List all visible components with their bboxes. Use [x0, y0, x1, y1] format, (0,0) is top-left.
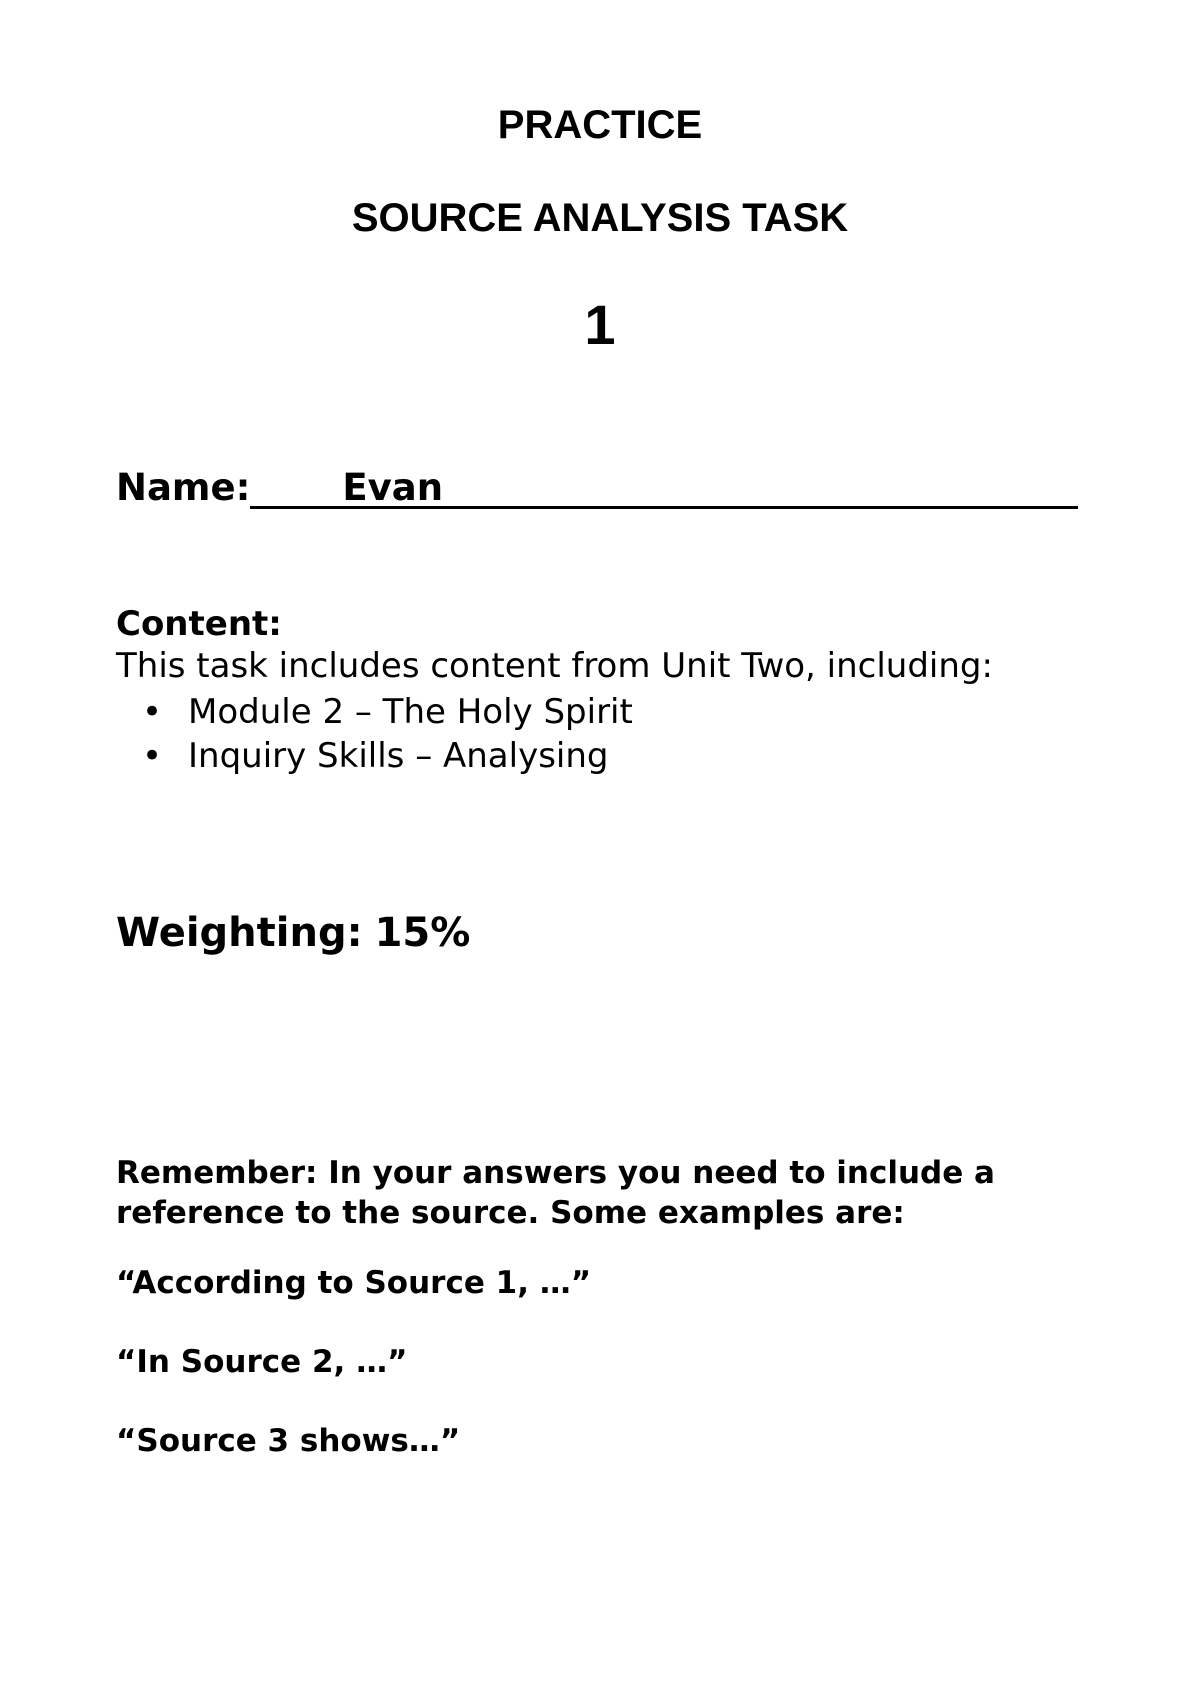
- weighting: [116, 910, 470, 956]
- name-label: Name:: [116, 466, 251, 509]
- example-quote: “In Source 2, …”: [116, 1344, 408, 1380]
- reminder-text: Remember: In your answers you need to include a reference to the source. Some examples are:: [116, 1155, 995, 1231]
- content-intro: This task includes content from Unit Two, including:: [116, 646, 993, 686]
- content-list: [116, 690, 633, 778]
- name-value: Evan: [250, 469, 1078, 509]
- name-field: [116, 466, 1078, 509]
- heading-task-number: 1: [584, 293, 616, 356]
- example-quote: “Source 3 shows…”: [116, 1423, 461, 1459]
- weighting-value: 15%: [374, 910, 471, 956]
- heading-task-title: SOURCE ANALYSIS TASK: [351, 196, 849, 240]
- list-item-text: Inquiry Skills – Analysing: [188, 736, 609, 776]
- weighting-label: Weighting:: [116, 910, 363, 956]
- bullet-icon: •: [141, 692, 163, 732]
- list-item-text: Module 2 – The Holy Spirit: [188, 692, 633, 732]
- example-quote: “According to Source 1, …”: [116, 1265, 592, 1301]
- list-item: [116, 734, 633, 778]
- content-heading: Content:: [116, 604, 282, 644]
- bullet-icon: •: [141, 736, 163, 776]
- heading-practice: PRACTICE: [497, 103, 703, 147]
- list-item: [116, 690, 633, 734]
